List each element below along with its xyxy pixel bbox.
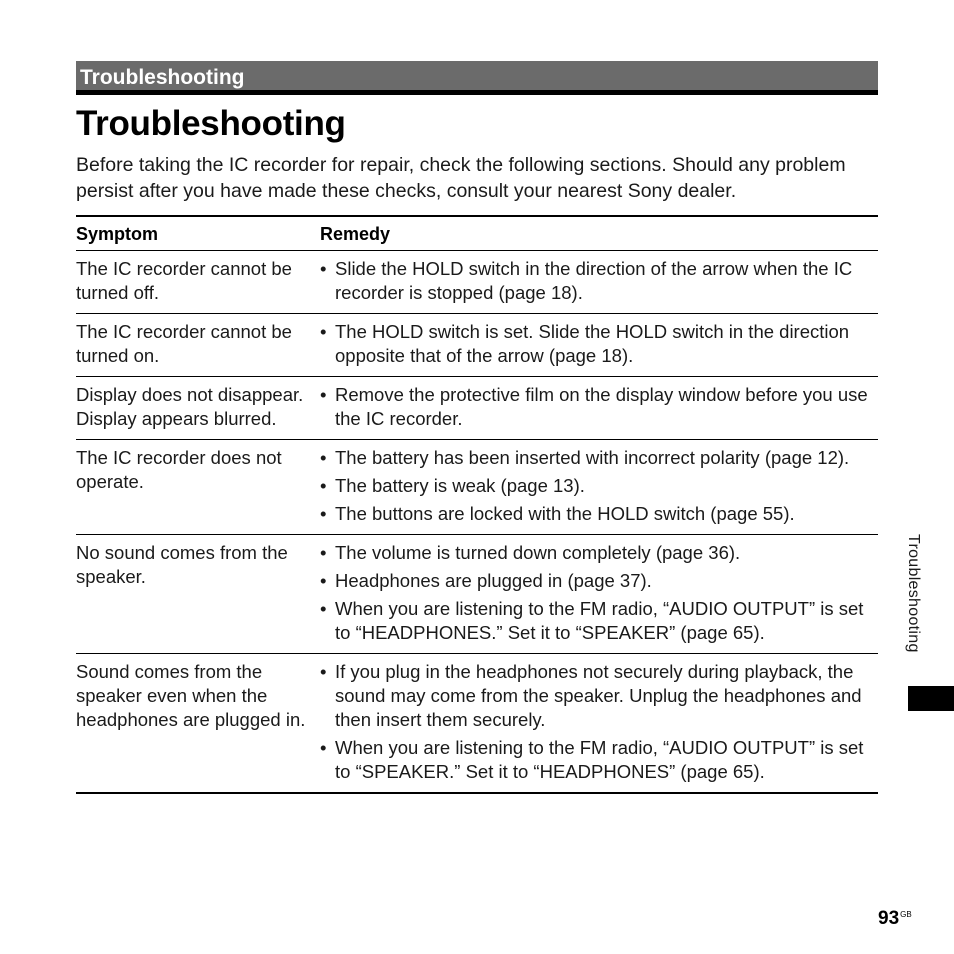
intro-paragraph: Before taking the IC recorder for repair, check the following sections. Should any problem persist after you have made these checks, consult your nearest Sony dealer. xyxy=(76,154,846,202)
remedy-text: The buttons are locked with the HOLD switch (page 55). xyxy=(335,503,795,524)
side-thumb-tab xyxy=(908,686,954,711)
bullet-icon: • xyxy=(320,570,327,591)
symptom-header: Symptom xyxy=(76,223,159,244)
remedy-item xyxy=(320,597,878,645)
remedy-cell xyxy=(320,541,878,645)
troubleshooting-table xyxy=(76,215,878,794)
page-number-suffix: GB xyxy=(900,910,912,919)
page-title: Troubleshooting xyxy=(76,104,346,143)
bullet-icon: • xyxy=(320,598,327,619)
symptom-cell: The IC recorder does not operate. xyxy=(76,447,282,492)
remedy-item xyxy=(320,320,878,368)
remedy-header: Remedy xyxy=(320,223,391,244)
table-row xyxy=(76,535,878,654)
remedy-item xyxy=(320,660,878,732)
bullet-icon: • xyxy=(320,321,327,342)
remedy-text: When you are listening to the FM radio, “AUDIO OUTPUT” is set to “SPEAKER.” Set it to “HEADPHONES” (page 65). xyxy=(335,737,864,782)
remedy-text: The battery is weak (page 13). xyxy=(335,475,585,496)
symptom-cell: No sound comes from the speaker. xyxy=(76,542,288,587)
table-row xyxy=(76,377,878,440)
remedy-item xyxy=(320,736,878,784)
remedy-item xyxy=(320,257,878,305)
table-body xyxy=(76,251,878,794)
remedy-cell xyxy=(320,257,878,305)
side-section-label: Troubleshooting xyxy=(905,534,922,653)
remedy-text: The volume is turned down completely (page 36). xyxy=(335,542,741,563)
table-row xyxy=(76,440,878,535)
symptom-cell: Display does not disappear. Display appears blurred. xyxy=(76,384,304,429)
section-banner-label: Troubleshooting xyxy=(80,66,245,89)
symptom-cell: Sound comes from the speaker even when the headphones are plugged in. xyxy=(76,661,306,730)
remedy-text: If you plug in the headphones not securely during playback, the sound may come from the speaker. Unplug the headphones and then insert them securely. xyxy=(335,661,862,730)
bullet-icon: • xyxy=(320,384,327,405)
bullet-icon: • xyxy=(320,258,327,279)
remedy-cell xyxy=(320,320,878,368)
remedy-text: Remove the protective film on the display window before you use the IC recorder. xyxy=(335,384,868,429)
remedy-text: The battery has been inserted with incorrect polarity (page 12). xyxy=(335,447,850,468)
remedy-cell xyxy=(320,660,878,784)
remedy-item xyxy=(320,383,878,431)
remedy-item xyxy=(320,541,878,565)
bullet-icon: • xyxy=(320,737,327,758)
bullet-icon: • xyxy=(320,661,327,682)
remedy-cell xyxy=(320,446,878,526)
table-row xyxy=(76,251,878,314)
remedy-text: The HOLD switch is set. Slide the HOLD switch in the direction opposite that of the arrow (page 18). xyxy=(335,321,850,366)
symptom-cell: The IC recorder cannot be turned on. xyxy=(76,321,292,366)
bullet-icon: • xyxy=(320,475,327,496)
remedy-text: When you are listening to the FM radio, “AUDIO OUTPUT” is set to “HEADPHONES.” Set it to “SPEAKER” (page 65). xyxy=(335,598,864,643)
remedy-item xyxy=(320,446,878,470)
bullet-icon: • xyxy=(320,447,327,468)
section-banner xyxy=(76,61,878,95)
bullet-icon: • xyxy=(320,503,327,524)
bullet-icon: • xyxy=(320,542,327,563)
table-header-row xyxy=(76,217,878,251)
remedy-text: Headphones are plugged in (page 37). xyxy=(335,570,652,591)
table-row xyxy=(76,314,878,377)
remedy-item xyxy=(320,502,878,526)
remedy-text: Slide the HOLD switch in the direction of the arrow when the IC recorder is stopped (page 18). xyxy=(335,258,853,303)
symptom-cell: The IC recorder cannot be turned off. xyxy=(76,258,292,303)
remedy-item xyxy=(320,569,878,593)
remedy-cell xyxy=(320,383,878,431)
page-number xyxy=(878,908,912,930)
table-row xyxy=(76,654,878,794)
remedy-item xyxy=(320,474,878,498)
page-number-value: 93 xyxy=(878,908,900,929)
